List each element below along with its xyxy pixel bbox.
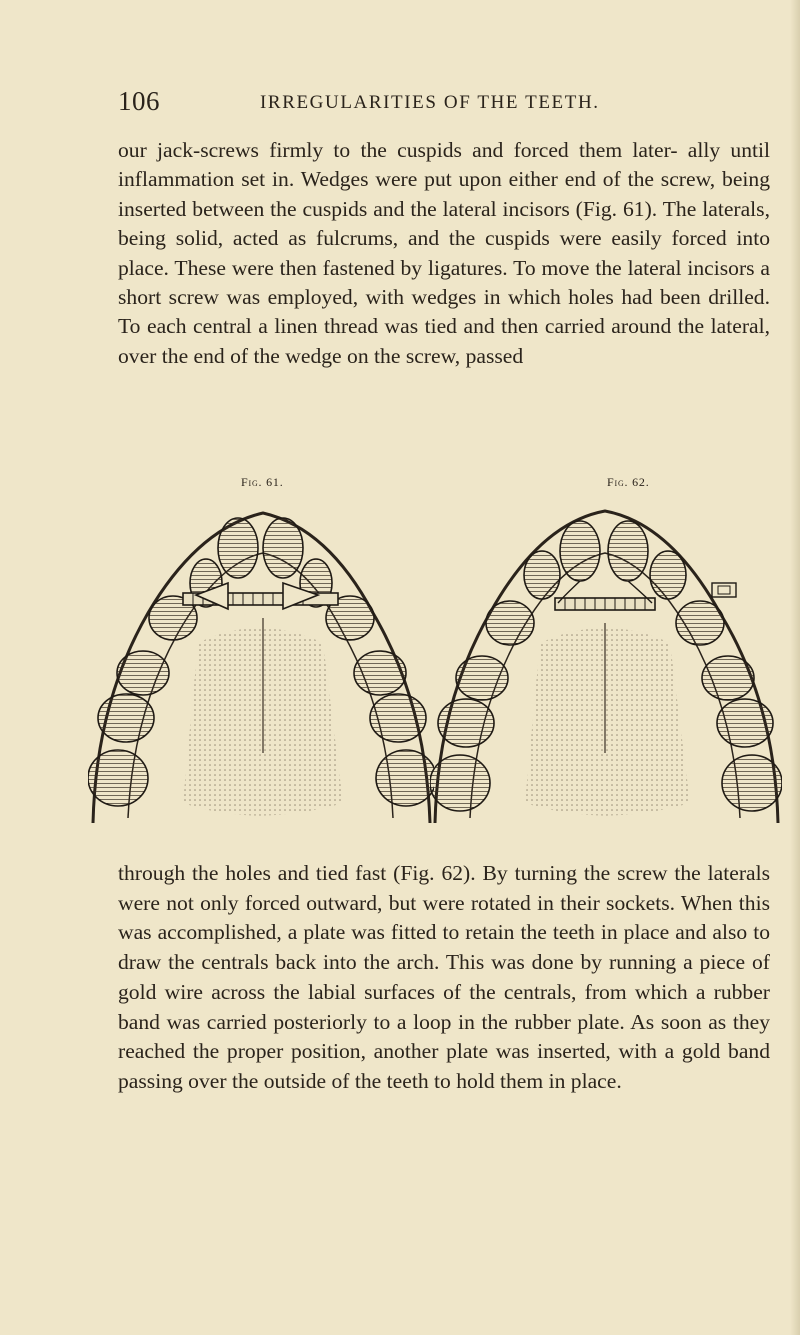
- figure-61-caption: Fig. 61.: [241, 475, 284, 489]
- page-edge: [790, 0, 800, 1335]
- figure-62-caption: Fig. 62.: [607, 475, 650, 489]
- page-number: 106: [118, 86, 160, 116]
- body-paragraph-1: our jack-screws firmly to the cuspids and forced them later- ally until inflammation set in. Wedges were put upon either end of the screw, being inserted between the cuspids and the lateral incisors (Fig. 61). The laterals, being solid, acted as fulcrums, and the cuspids were easily forced into place. These were then fastened by ligatures. To move the lateral incisors a short screw was employed, with wedges in which holes had been drilled. To each central a linen thread was tied and then carried around the lateral, over the end of the wedge on the screw, passed: [118, 138, 770, 368]
- body-paragraph-2: through the holes and tied fast (Fig. 62). By turning the screw the laterals were not only forced outward, but were rotated in their sockets. When this was accomplished, a plate was fitted to retain the teeth in place and also to draw the centrals back into the arch. This was done by running a piece of gold wire across the labial surfaces of the centrals, from which a rubber band was carried posteriorly to a loop in the rubber plate. As soon as they reached the proper position, another plate was inserted, with a gold band passing over the outside of the teeth to hold them in place.: [118, 861, 770, 1093]
- page-header: [118, 86, 718, 126]
- running-head: IRREGULARITIES OF THE TEETH.: [260, 92, 600, 113]
- figure-61-illustration: [88, 503, 434, 833]
- figure-62-illustration: [430, 503, 782, 833]
